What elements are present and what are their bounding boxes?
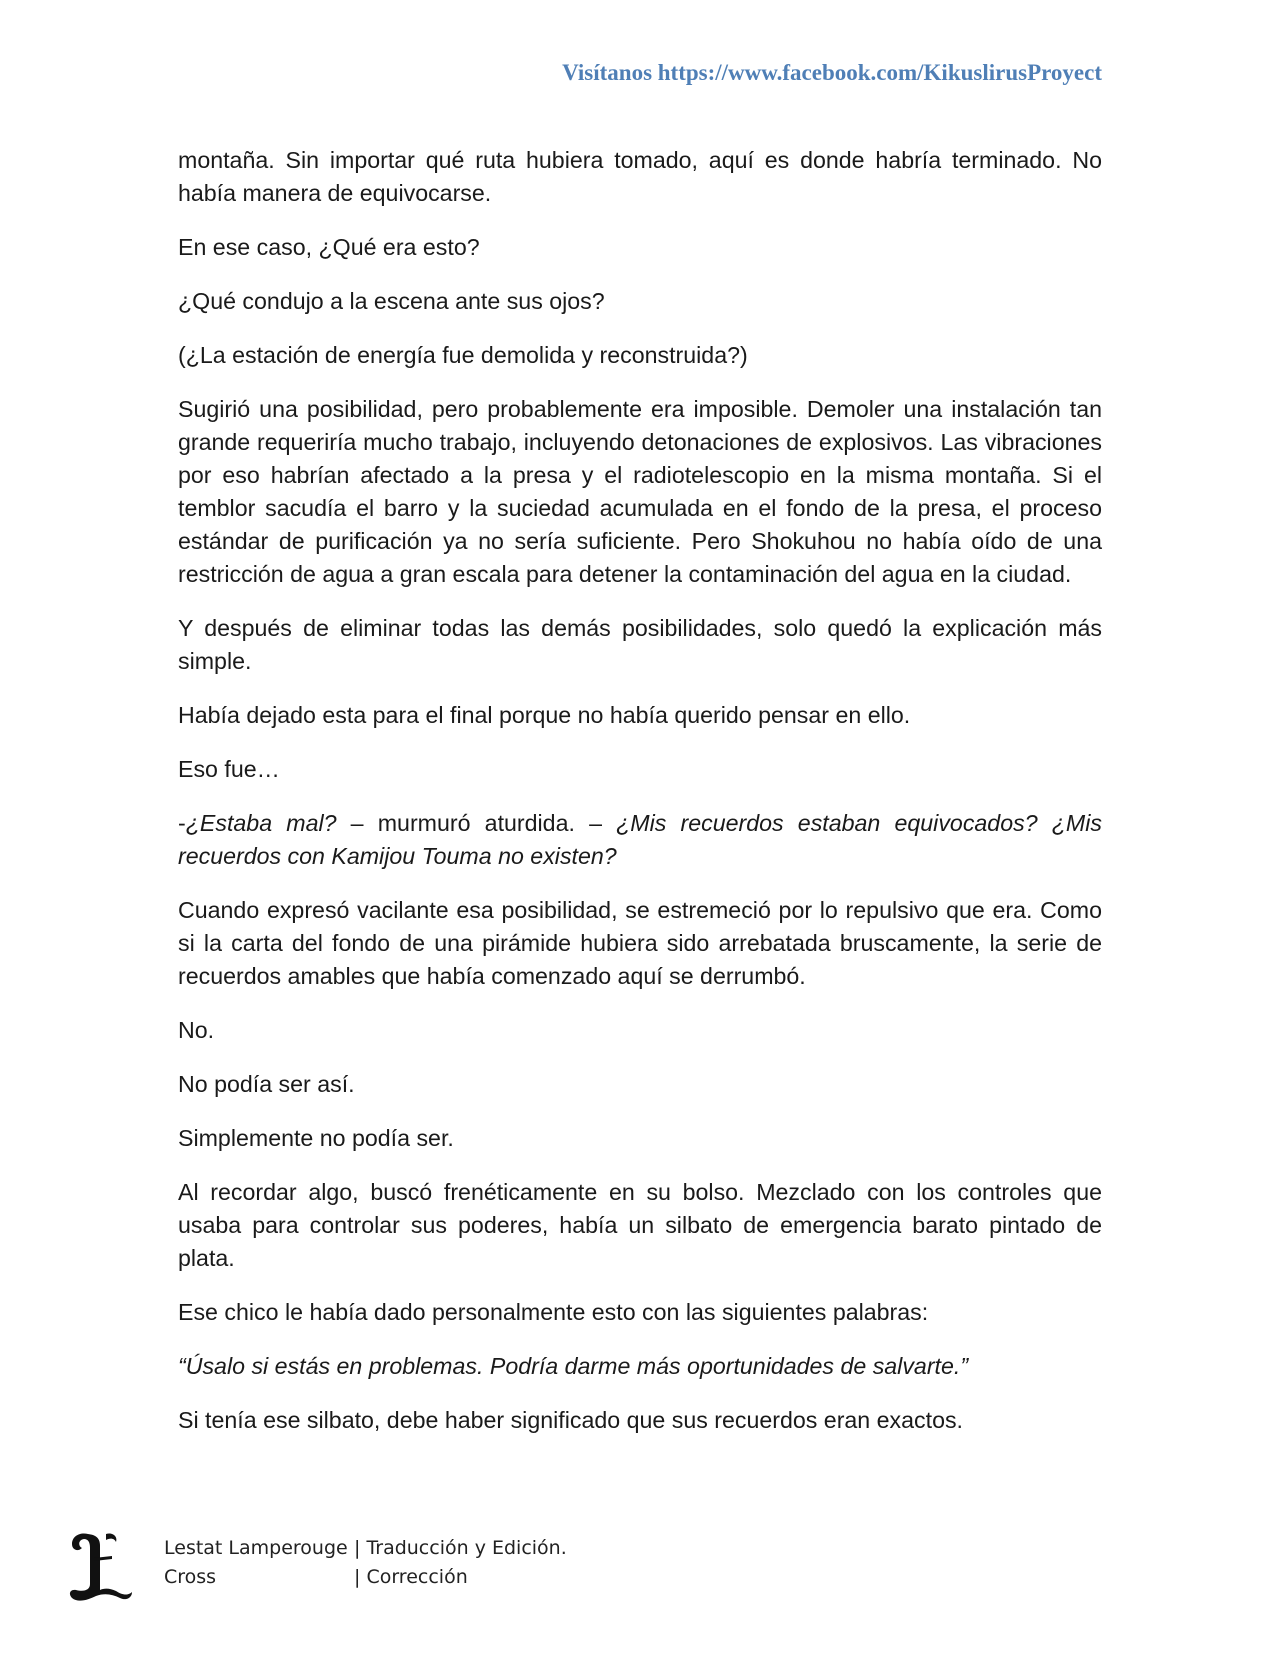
paragraph-17: Si tenía ese silbato, debe haber significado que sus recuerdos eran exactos.: [178, 1407, 964, 1433]
paragraph-7: Había dejado esta para el final porque no había querido pensar en ello.: [178, 702, 911, 728]
credit-name-1: Lestat Lamperouge: [164, 1537, 348, 1559]
dialogue-italic-2: ¿Mis recuerdos estaban equivocados? ¿Mis recuerdos con Kamijou Touma no existen?: [178, 810, 1102, 869]
dialogue-italic-1: ¿Estaba mal?: [185, 810, 337, 836]
paragraph-2: En ese caso, ¿Qué era esto?: [178, 234, 480, 260]
credit-role-2: | Corrección: [354, 1566, 468, 1588]
paragraph-9-dialogue: [178, 807, 1102, 873]
paragraph-13: Simplemente no podía ser.: [178, 1125, 454, 1151]
paragraph-14: Al recordar algo, buscó frenéticamente en su bolso. Mezclado con los controles que usaba para controlar sus poderes, había un silbato de emergencia barato pintado de plata.: [178, 1179, 1102, 1271]
credits-row-2: [164, 1563, 567, 1592]
paragraph-12: No podía ser así.: [178, 1071, 355, 1097]
document-body: [178, 144, 1102, 1458]
paragraph-16-quote: “Úsalo si estás en problemas. Podría darme más oportunidades de salvarte.”: [178, 1353, 969, 1379]
paragraph-10: Cuando expresó vacilante esa posibilidad, se estremeció por lo repulsivo que era. Como si la carta del fondo de una pirámide hubiera sido arrebatada bruscamente, la serie de recuerdos amables que había comenzado aquí se derrumbó.: [178, 897, 1102, 989]
dialogue-dash: -: [178, 810, 186, 836]
dialogue-middle: – murmuró aturdida. –: [336, 810, 617, 836]
paragraph-15: Ese chico le había dado personalmente esto con las siguientes palabras:: [178, 1299, 929, 1325]
credits: [164, 1534, 567, 1592]
paragraph-1: montaña. Sin importar qué ruta hubiera tomado, aquí es donde habría terminado. No había manera de equivocarse.: [178, 147, 1102, 206]
header-link[interactable]: Visítanos https://www.facebook.com/KikuslirusProyect: [562, 60, 1102, 85]
paragraph-4: (¿La estación de energía fue demolida y reconstruida?): [178, 342, 748, 368]
credit-name-2: Cross: [164, 1566, 217, 1588]
paragraph-8: Eso fue…: [178, 756, 280, 782]
credits-row-1: [164, 1534, 567, 1563]
paragraph-5: Sugirió una posibilidad, pero probablemente era imposible. Demoler una instalación tan grande requeriría mucho trabajo, incluyendo detonaciones de explosivos. Las vibraciones por eso habrían afectado a la presa y el radiotelescopio en la misma montaña. Si el temblor sacudía el barro y la suciedad acumulada en el fondo de la presa, el proceso estándar de purificación ya no sería suficiente. Pero Shokuhou no había oído de una restricción de agua a gran escala para detener la contaminación del agua en la ciudad.: [178, 396, 1102, 587]
paragraph-3: ¿Qué condujo a la escena ante sus ojos?: [178, 288, 605, 314]
paragraph-11: No.: [178, 1017, 215, 1043]
credit-role-1: | Traducción y Edición.: [354, 1537, 567, 1559]
gothic-letter-L-logo-icon: [66, 1528, 134, 1604]
paragraph-6: Y después de eliminar todas las demás posibilidades, solo quedó la explicación más simple.: [178, 615, 1102, 674]
